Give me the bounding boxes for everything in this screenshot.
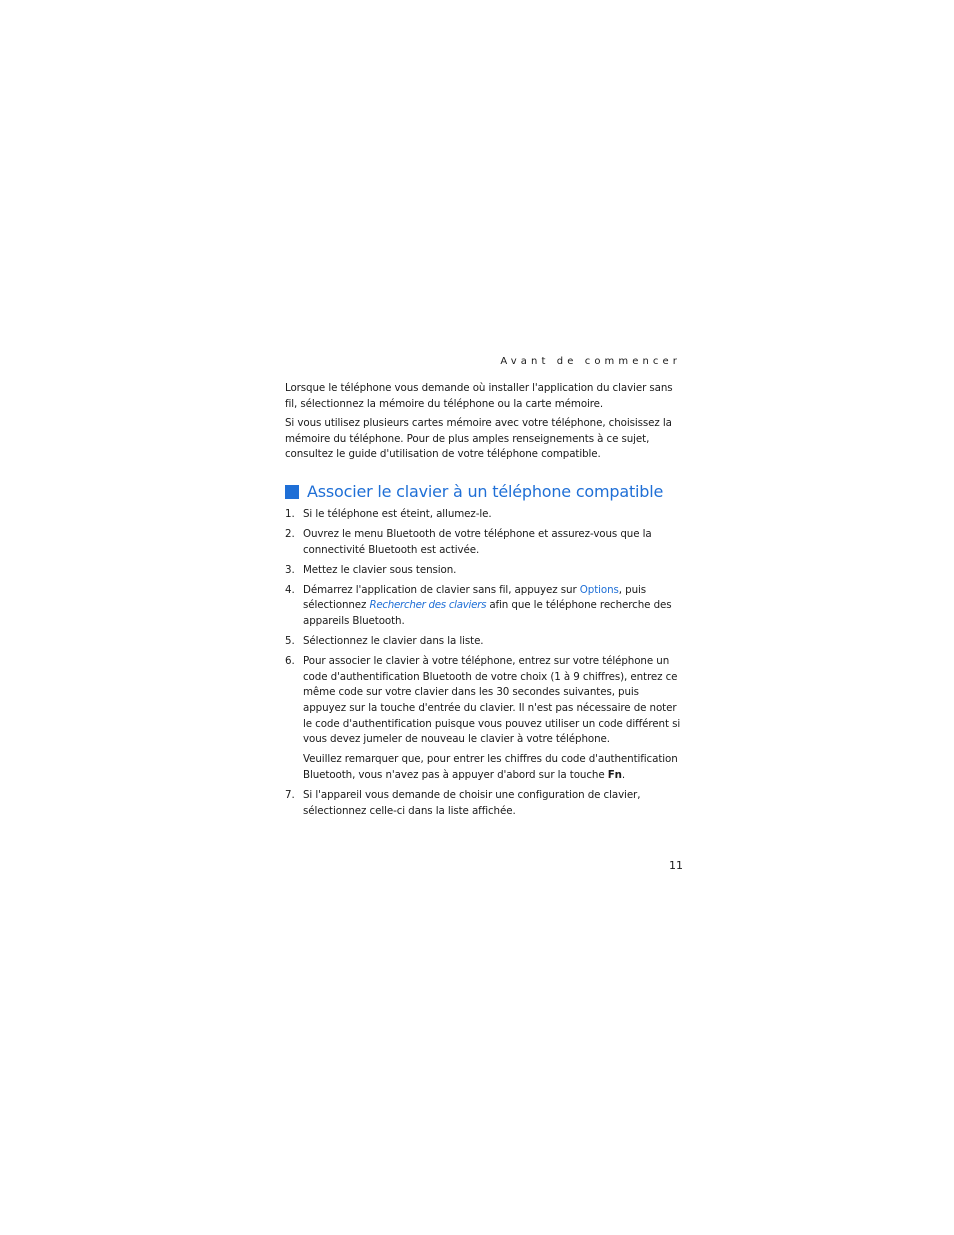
running-header: Avant de commencer (500, 356, 681, 367)
note-text-after: . (621, 768, 626, 781)
list-item-step-3 (285, 563, 685, 579)
step-note (303, 752, 685, 783)
step-text-middle: , puis sélectionnez (303, 583, 647, 612)
step-number: 4. (285, 583, 295, 596)
step-text-before: Démarrez l'application de clavier sans fil, appuyez sur (303, 583, 580, 596)
fn-key-label: Fn (607, 768, 622, 781)
steps-list (285, 507, 685, 819)
step-number: 6. (285, 655, 295, 668)
step-text: Mettez le clavier sous tension. (303, 563, 457, 576)
list-item-step-5 (285, 634, 685, 650)
page-content (285, 381, 685, 824)
step-number: 7. (285, 788, 295, 801)
list-item-step-4 (285, 583, 685, 630)
step-text: Ouvrez le menu Bluetooth de votre téléphone et assurez-vous que la connectivité Bluetooth est activée. (303, 528, 652, 556)
intro-paragraph-2: Si vous utilisez plusieurs cartes mémoire avec votre téléphone, choisissez la mémoire du téléphone. Pour de plus amples renseignements à ce sujet, consultez le guide d'utilisation de votre téléphone compatible. (285, 417, 672, 461)
intro-paragraph-1: Lorsque le téléphone vous demande où installer l'application du clavier sans fil, sélectionnez la mémoire du téléphone ou la carte mémoire. (285, 382, 673, 410)
options-softkey-label: Options (579, 583, 619, 596)
list-item-step-2 (285, 527, 685, 558)
menu-item-label: Rechercher des claviers (369, 599, 487, 612)
step-number: 3. (285, 563, 295, 576)
note-text-before: Veuillez remarquer que, pour entrer les chiffres du code d'authentification Bluetooth, vous n'avez pas à appuyer d'abord sur la touche (303, 753, 678, 781)
list-item-step-1 (285, 507, 685, 523)
list-item-step-6 (285, 654, 685, 783)
step-text: Si l'appareil vous demande de choisir une configuration de clavier, sélectionnez celle-ci dans la liste affichée. (303, 788, 641, 817)
step-text: Pour associer le clavier à votre téléphone, entrez sur votre téléphone un code d'authentification Bluetooth de votre choix (1 à 9 chiffres), entrez ce même code sur votre clavier dans les 30 secondes suivantes, puis appuyez sur la touche d'entrée du clavier. Il n'est pas nécessaire de noter le code d'authentification puisque vous pouvez utiliser un code différent si vous devez jumeler de nouveau le clavier à votre téléphone. (303, 655, 681, 746)
section-title: Associer le clavier à un téléphone compatible (307, 481, 664, 501)
step-number: 5. (285, 635, 295, 648)
step-text: Sélectionnez le clavier dans la liste. (303, 635, 484, 648)
step-text (303, 583, 685, 630)
section-heading (285, 481, 685, 503)
step-number: 1. (285, 507, 295, 520)
step-text: Si le téléphone est éteint, allumez-le. (303, 507, 492, 520)
square-bullet-icon (285, 485, 299, 499)
list-item-step-7 (285, 788, 685, 819)
step-text-after: afin que le téléphone recherche des appareils Bluetooth. (303, 599, 672, 628)
page-number: 11 (669, 859, 683, 872)
step-number: 2. (285, 528, 295, 541)
